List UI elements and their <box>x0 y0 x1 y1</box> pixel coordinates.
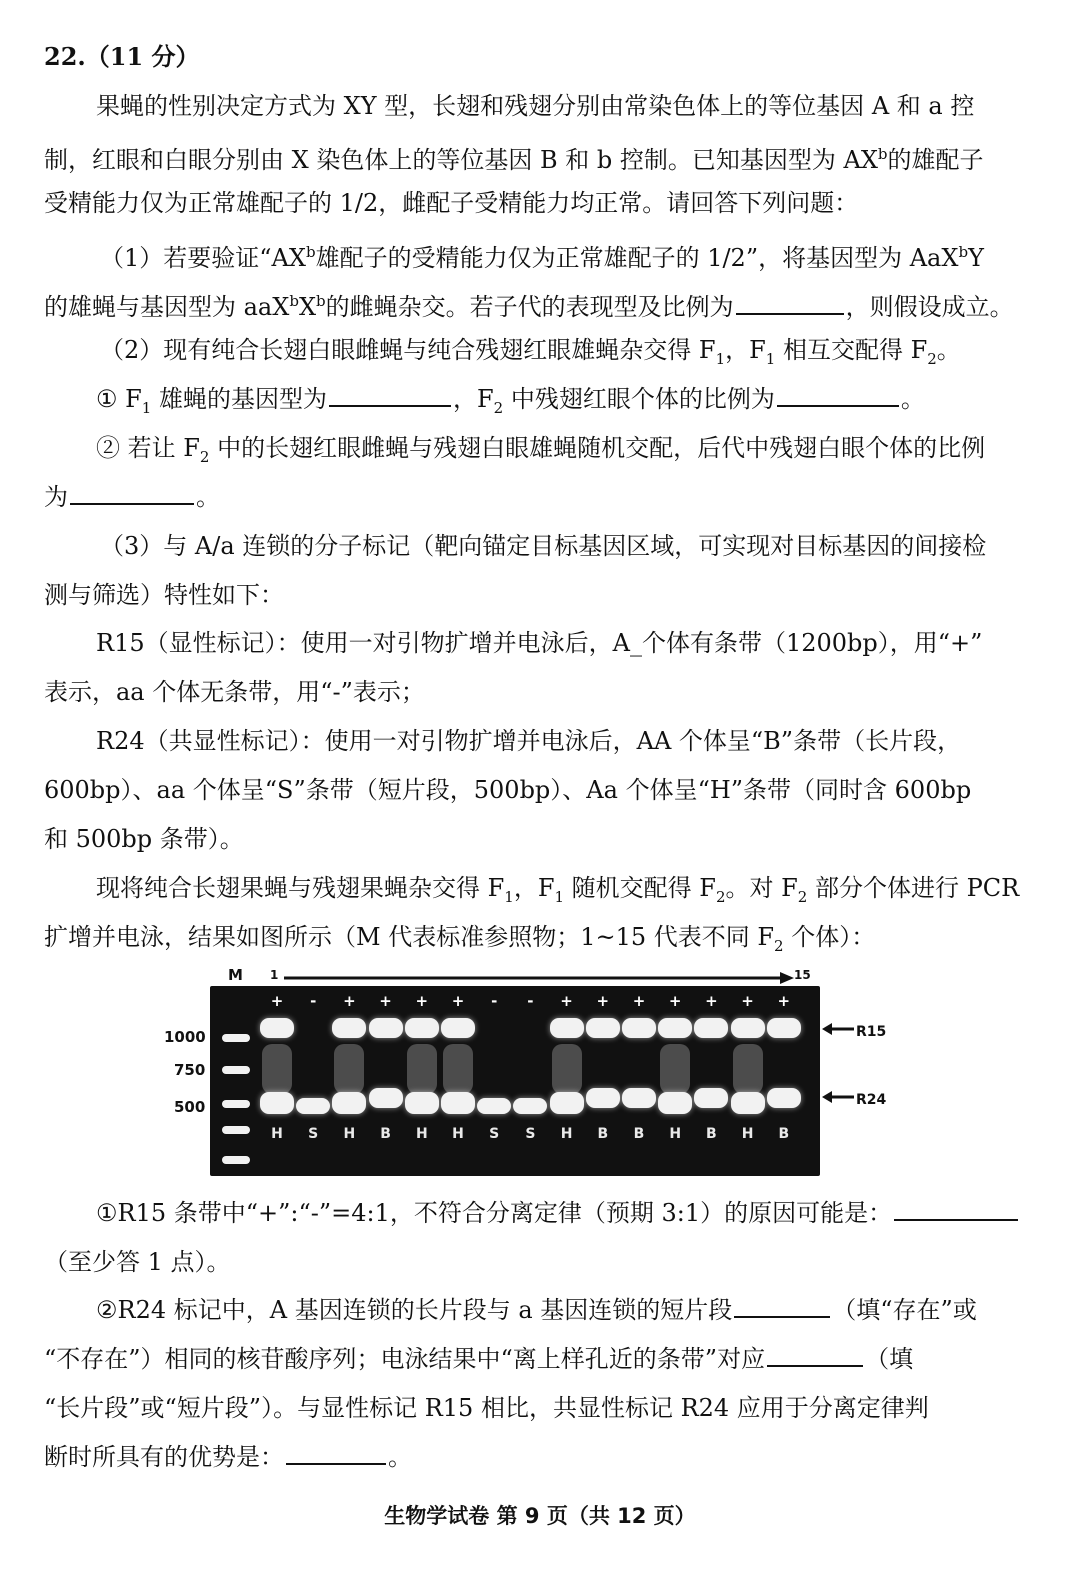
r24-label: R24 <box>856 1092 887 1108</box>
h-smear <box>262 1044 292 1094</box>
lane-start-label: 1 <box>270 968 279 982</box>
r15-sign: + <box>560 992 573 1010</box>
r15-band <box>332 1018 366 1038</box>
q3-text: 。对 F <box>725 874 798 902</box>
q1-text: 的雄蝇与基因型为 aaX <box>44 293 290 321</box>
r24-genotype-label: B <box>706 1126 717 1142</box>
r15-desc-1 <box>96 623 1034 663</box>
q1-text: （1）若要验证“AX <box>100 244 306 272</box>
q3-line-2 <box>44 575 1034 615</box>
r24-genotype-label: B <box>597 1126 609 1142</box>
r15-sign: + <box>379 992 392 1010</box>
r24-band <box>731 1092 765 1114</box>
r24-desc-2 <box>44 770 1034 810</box>
superscript: b <box>877 145 888 163</box>
subscript: 2 <box>927 349 937 368</box>
r24-desc-1 <box>96 721 1034 761</box>
question-header <box>44 37 1034 77</box>
r15-label: R15 <box>856 1024 887 1040</box>
q2-text: 相互交配得 F <box>775 336 928 364</box>
r24-genotype-label: H <box>452 1126 464 1142</box>
answer-blank-q2-1b[interactable] <box>777 379 899 407</box>
h-smear <box>552 1044 582 1094</box>
lane-end-label: 15 <box>794 968 811 982</box>
page-footer: 生物学试卷 第 9 页（共 12 页） <box>384 1504 696 1528</box>
answer-2-line-1 <box>96 1290 1034 1330</box>
r15-sign: - <box>310 992 317 1010</box>
q3-text: 600bp）、aa 个体呈“S”条带（短片段，500bp）、Aa 个体呈“H”条带（同时含 600bp <box>44 776 972 804</box>
intro-line-2 <box>44 134 1034 180</box>
q1-text: 的雌蝇杂交。若子代的表现型及比例为 <box>325 293 734 321</box>
q3-text: 个体）： <box>783 923 876 951</box>
question-score: （11 分） <box>85 42 200 71</box>
ladder-band <box>222 1100 250 1108</box>
r15-band <box>767 1018 801 1038</box>
r15-band <box>441 1018 475 1038</box>
q3-text: “不存在”）相同的核苷酸序列；电泳结果中“离上样孔近的条带”对应 <box>44 1345 766 1373</box>
q3-text: （3）与 A/a 连锁的分子标记（靶向锚定目标基因区域，可实现对目标基因的间接检 <box>100 532 987 560</box>
q2-text: 中残翅红眼个体的比例为 <box>503 385 775 413</box>
r15-band <box>658 1018 692 1038</box>
r24-genotype-label: H <box>669 1126 682 1142</box>
ladder-band <box>222 1156 250 1164</box>
r15-band <box>731 1018 765 1038</box>
r15-band <box>694 1018 728 1038</box>
intro-text: 制，红眼和白眼分别由 X 染色体上的等位基因 B 和 b 控制。已知基因型为 AX <box>44 146 878 174</box>
superscript: b <box>316 292 326 310</box>
q3-line-1 <box>100 526 1034 566</box>
q2-sub-2 <box>96 428 1034 477</box>
q3-text: 扩增并电泳，结果如图所示（M 代表标准参照物；1~15 代表不同 F <box>44 923 775 951</box>
intro-text: 果蝇的性别决定方式为 XY 型，长翅和残翅分别由常染色体上的等位基因 A 和 a 控 <box>96 92 975 120</box>
r15-sign: + <box>741 992 754 1010</box>
answer-blank-q3-2a[interactable] <box>734 1290 830 1318</box>
r24-band <box>694 1088 728 1108</box>
r15-band <box>622 1018 656 1038</box>
r24-genotype-label: B <box>633 1126 645 1142</box>
lane-arrow-icon <box>284 970 794 986</box>
subscript: 2 <box>199 447 210 466</box>
q2-text: 。 <box>900 385 925 413</box>
q3-text: 部分个体进行 PCR <box>807 874 1020 902</box>
r24-genotype-label: H <box>343 1126 356 1142</box>
r15-sign: + <box>451 992 465 1010</box>
subscript: 1 <box>141 398 152 417</box>
r15-sign: + <box>777 992 791 1010</box>
subscript: 1 <box>715 349 726 368</box>
h-smear <box>334 1044 364 1094</box>
r24-band <box>477 1098 511 1114</box>
r24-band <box>260 1092 294 1114</box>
h-smear <box>733 1044 763 1094</box>
ladder-band <box>222 1066 250 1074</box>
q2-text: 为 <box>44 483 68 511</box>
gel-image <box>210 986 820 1176</box>
answer-1-line-1 <box>96 1193 1034 1233</box>
r15-sign: + <box>415 992 429 1010</box>
marker-label: M <box>228 966 243 984</box>
q3-text: 测与筛选）特性如下： <box>44 581 284 609</box>
r24-band <box>441 1092 475 1114</box>
answer-2-line-4 <box>44 1437 1034 1477</box>
r24-band <box>550 1092 584 1114</box>
q3-text: ②R24 标记中，A 基因连锁的长片段与 a 基因连锁的短片段 <box>96 1296 733 1324</box>
answer-1-line-2 <box>44 1242 1034 1282</box>
ladder-band <box>222 1126 250 1134</box>
r15-sign: - <box>527 992 534 1010</box>
r24-band <box>658 1092 692 1114</box>
q1-text: Y <box>968 244 984 272</box>
answer-blank-q3-1[interactable] <box>894 1193 1018 1221</box>
superscript: b <box>289 292 299 310</box>
r24-genotype-label: H <box>560 1126 573 1142</box>
r24-band <box>767 1088 801 1108</box>
ladder-label-500: 500 <box>174 1098 206 1116</box>
r15-sign: + <box>596 992 610 1010</box>
intro-text: 的雄配子 <box>887 146 984 174</box>
r15-sign: + <box>270 992 284 1010</box>
r24-genotype-label: H <box>415 1126 428 1142</box>
q3-text: ①R15 条带中“+”:“-”=4:1，不符合分离定律（预期 3:1）的原因可能是： <box>96 1199 893 1227</box>
subscript: 1 <box>554 887 565 906</box>
q3-text: （至少答 1 点）。 <box>44 1248 231 1276</box>
r15-sign: + <box>668 992 682 1010</box>
subscript: 2 <box>715 887 726 906</box>
h-smear <box>407 1044 437 1094</box>
r15-band <box>586 1018 620 1038</box>
answer-blank-q2-2[interactable] <box>70 477 194 505</box>
intro-text: 受精能力仅为正常雄配子的 1/2，雌配子受精能力均正常。请回答下列问题： <box>44 189 859 217</box>
r24-band <box>405 1092 439 1114</box>
q3-text: （填“存在”或 <box>832 1296 977 1324</box>
intro-line-3 <box>44 183 1034 223</box>
r24-band <box>296 1098 330 1114</box>
r24-genotype-label: H <box>741 1126 754 1142</box>
answer-blank-q3-2c[interactable] <box>286 1437 386 1465</box>
q3-text: R15（显性标记）：使用一对引物扩增并电泳后，A_个体有条带（1200bp），用“+” <box>96 629 983 657</box>
subscript: 2 <box>493 398 504 417</box>
q2-line-1 <box>100 330 1034 379</box>
q2-text: ，F <box>725 336 766 364</box>
r15-sign: + <box>705 992 718 1010</box>
q2-text: 中的长翅红眼雌蝇与残翅白眼雄蝇随机交配，后代中残翅白眼个体的比例 <box>209 434 986 462</box>
r24-desc-3 <box>44 819 1034 859</box>
r24-genotype-label: H <box>271 1126 283 1142</box>
r15-sign: + <box>632 992 646 1010</box>
r24-band <box>332 1092 366 1114</box>
r24-genotype-label: S <box>308 1126 319 1142</box>
r24-genotype-label: B <box>380 1126 391 1142</box>
superscript: b <box>305 243 316 261</box>
gel-figure <box>160 962 900 1182</box>
answer-blank-q3-2b[interactable] <box>767 1339 863 1367</box>
q3-text: R24（共显性标记）：使用一对引物扩增并电泳后，AA 个体呈“B”条带（长片段， <box>96 727 962 755</box>
q3-text: 随机交配得 F <box>564 874 716 902</box>
r15-arrow-icon <box>822 1022 854 1036</box>
r15-band <box>405 1018 439 1038</box>
q2-text: ① F <box>96 385 142 413</box>
ladder-label-750: 750 <box>174 1061 206 1079</box>
r15-band <box>550 1018 584 1038</box>
q3-text: 和 500bp 条带）。 <box>44 825 244 853</box>
q1-text: X <box>298 293 317 321</box>
r24-arrow-icon <box>822 1090 854 1104</box>
r15-band <box>369 1018 403 1038</box>
answer-blank-q1[interactable] <box>736 287 844 315</box>
r15-sign: + <box>343 992 356 1010</box>
q2-text: （2）现有纯合长翅白眼雌蝇与纯合残翅红眼雄蝇杂交得 F <box>100 336 716 364</box>
superscript: b <box>958 243 969 261</box>
r24-band <box>369 1088 403 1108</box>
q3-text: “长片段”或“短片段”）。与显性标记 R15 相比，共显性标记 R24 应用于分离定律判 <box>44 1394 929 1422</box>
q2-text: 。 <box>936 336 961 364</box>
q3-text: 。 <box>388 1443 412 1471</box>
r24-genotype-label: S <box>489 1126 500 1142</box>
q2-text: ，F <box>452 385 494 413</box>
q2-text: 。 <box>196 483 220 511</box>
h-smear <box>660 1044 690 1094</box>
ladder-band <box>222 1034 250 1042</box>
q1-line-2 <box>44 281 1034 327</box>
r24-genotype-label: S <box>525 1126 536 1142</box>
subscript: 2 <box>797 887 808 906</box>
subscript: 2 <box>774 936 784 955</box>
q1-line-1 <box>100 232 1034 278</box>
q2-text: ② 若让 F <box>96 434 200 462</box>
q3-text: 断时所具有的优势是： <box>44 1443 284 1471</box>
answer-blank-q2-1a[interactable] <box>329 379 451 407</box>
q3-text: （填 <box>865 1345 914 1373</box>
q3-text: 表示，aa 个体无条带，用“-”表示； <box>44 678 425 706</box>
subscript: 1 <box>504 887 514 906</box>
r24-genotype-label: B <box>778 1126 790 1142</box>
cross-desc-1 <box>96 868 1034 917</box>
r24-band <box>513 1098 547 1114</box>
cross-desc-2 <box>44 917 1034 966</box>
subscript: 1 <box>765 349 776 368</box>
r15-desc-2 <box>44 672 1034 712</box>
r24-band <box>622 1088 656 1108</box>
q2-text: 雄蝇的基因型为 <box>151 385 327 413</box>
ladder-label-1000: 1000 <box>164 1028 206 1046</box>
r15-sign: - <box>491 992 498 1010</box>
q3-text: ，F <box>513 874 555 902</box>
question-number: 22. <box>44 42 86 71</box>
answer-2-line-2 <box>44 1339 1034 1379</box>
q3-text: 现将纯合长翅果蝇与残翅果蝇杂交得 F <box>96 874 505 902</box>
q1-text: ，则假设成立。 <box>845 293 1014 321</box>
q2-sub-1 <box>96 379 1034 428</box>
r15-band <box>260 1018 294 1038</box>
r24-band <box>586 1088 620 1108</box>
q1-text: 雄配子的受精能力仅为正常雄配子的 1/2”，将基因型为 AaX <box>315 244 959 272</box>
h-smear <box>443 1044 473 1094</box>
answer-2-line-3 <box>44 1388 1034 1428</box>
q2-sub-2-cont <box>44 477 1034 517</box>
intro-line-1 <box>96 86 1034 126</box>
